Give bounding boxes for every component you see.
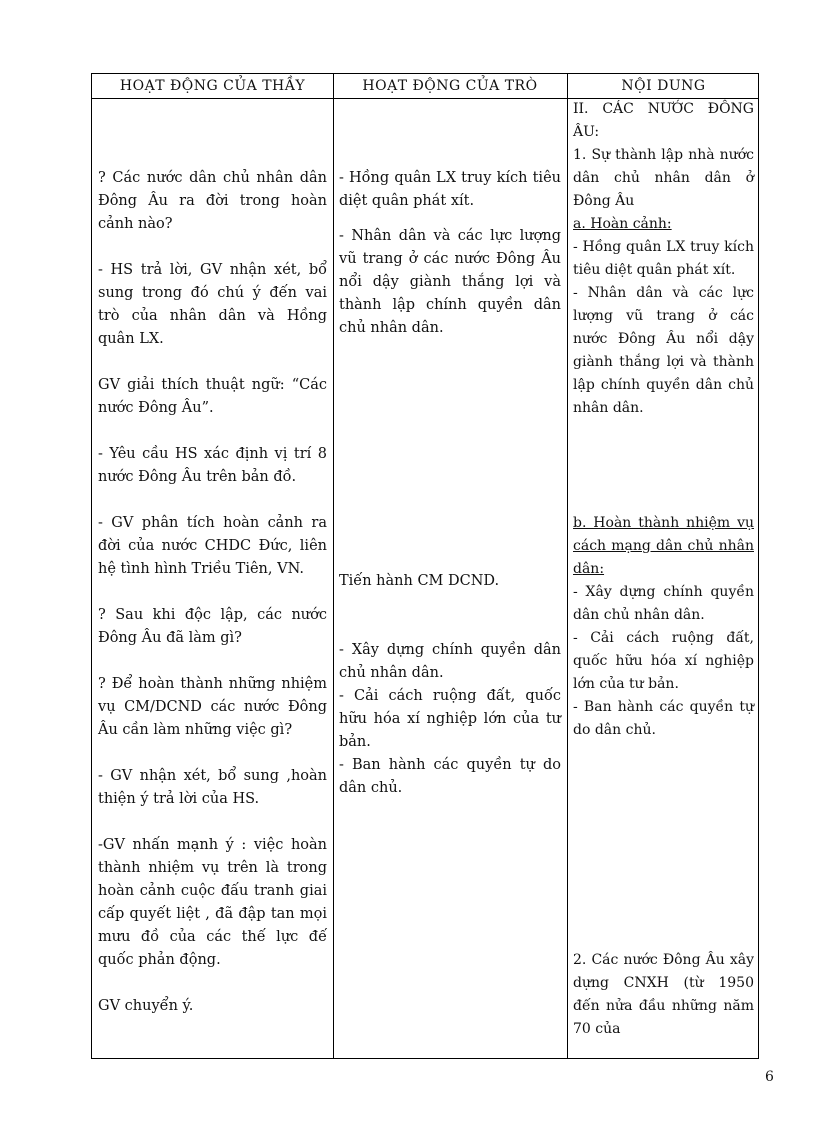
student-paragraph: - Ban hành các quyền tự do dân chủ. [339, 757, 561, 796]
student-paragraph: - Cải cách ruộng đất, quốc hữu hóa xí nghiệp lớn của tư bản. [339, 688, 561, 750]
part-b-item: - Ban hành các quyền tự do dân chủ. [573, 699, 754, 738]
page-number: 6 [765, 1069, 774, 1085]
subsection-1-title: 1. Sự thành lập nhà nước dân chủ nhân dân ở Đông Âu [573, 147, 754, 209]
student-paragraph: Tiến hành CM DCND. [339, 573, 500, 589]
teacher-paragraph: - GV nhận xét, bổ sung ,hoàn thiện ý trả lời của HS. [98, 768, 327, 807]
teacher-paragraph: - HS trả lời, GV nhận xét, bổ sung trong đó chú ý đến vai trò của nhân dân và Hồng quân LX. [98, 262, 327, 347]
student-paragraph: - Hồng quân LX truy kích tiêu diệt quân phát xít. [339, 170, 561, 209]
teacher-paragraph: ? Để hoàn thành những nhiệm vụ CM/DCND các nước Đông Âu cần làm những việc gì? [98, 676, 327, 738]
teacher-paragraph: GV chuyển ý. [98, 998, 194, 1014]
part-b-item: - Cải cách ruộng đất, quốc hữu hóa xí nghiệp lớn của tư bản. [573, 630, 754, 692]
part-a-item: - Nhân dân và các lực lượng vũ trang ở các nước Đông Âu nổi dậy giành thắng lợi và thành lập chính quyền dân chủ nhân dân. [573, 285, 754, 416]
header-teacher: HOẠT ĐỘNG CỦA THẦY [119, 78, 306, 94]
lesson-table [91, 73, 759, 1059]
part-a-title: a. Hoàn cảnh: [573, 216, 672, 232]
student-paragraph: - Nhân dân và các lực lượng vũ trang ở các nước Đông Âu nổi dậy giành thắng lợi và thành lập chính quyền dân chủ nhân dân. [339, 228, 561, 336]
subsection-2-title: 2. Các nước Đông Âu xây dựng CNXH (từ 1950 đến nửa đầu những năm 70 của [573, 952, 754, 1037]
header-student: HOẠT ĐỘNG CỦA TRÒ [362, 78, 538, 94]
section-title: II. CÁC NƯỚC ĐÔNG ÂU: [573, 101, 754, 140]
teacher-paragraph: GV giải thích thuật ngữ: “Các nước Đông Âu”. [98, 377, 327, 416]
part-b-title: b. Hoàn thành nhiệm vụ cách mạng dân chủ nhân dân: [573, 515, 754, 577]
part-a-item: - Hồng quân LX truy kích tiêu diệt quân phát xít. [573, 239, 754, 278]
teacher-paragraph: - GV phân tích hoàn cảnh ra đời của nước CHDC Đức, liên hệ tình hình Triều Tiên, VN. [98, 515, 327, 577]
part-b-item: - Xây dựng chính quyền dân chủ nhân dân. [573, 584, 754, 623]
teacher-paragraph: -GV nhấn mạnh ý : việc hoàn thành nhiệm vụ trên là trong hoàn cảnh cuộc đấu tranh giai cấp quyết liệt , đã đập tan mọi mưu đồ của các thế lực đế quốc phản động. [98, 837, 327, 968]
teacher-paragraph: - Yêu cầu HS xác định vị trí 8 nước Đông Âu trên bản đồ. [98, 446, 327, 485]
student-paragraph: - Xây dựng chính quyền dân chủ nhân dân. [339, 642, 561, 681]
student-column [333, 98, 567, 1058]
teacher-paragraph: ? Sau khi độc lập, các nước Đông Âu đã làm gì? [98, 607, 327, 646]
teacher-column [92, 98, 333, 1058]
header-content: NỘI DUNG [621, 78, 706, 94]
content-column [567, 98, 760, 1058]
teacher-paragraph: ? Các nước dân chủ nhân dân Đông Âu ra đời trong hoàn cảnh nào? [98, 170, 327, 232]
